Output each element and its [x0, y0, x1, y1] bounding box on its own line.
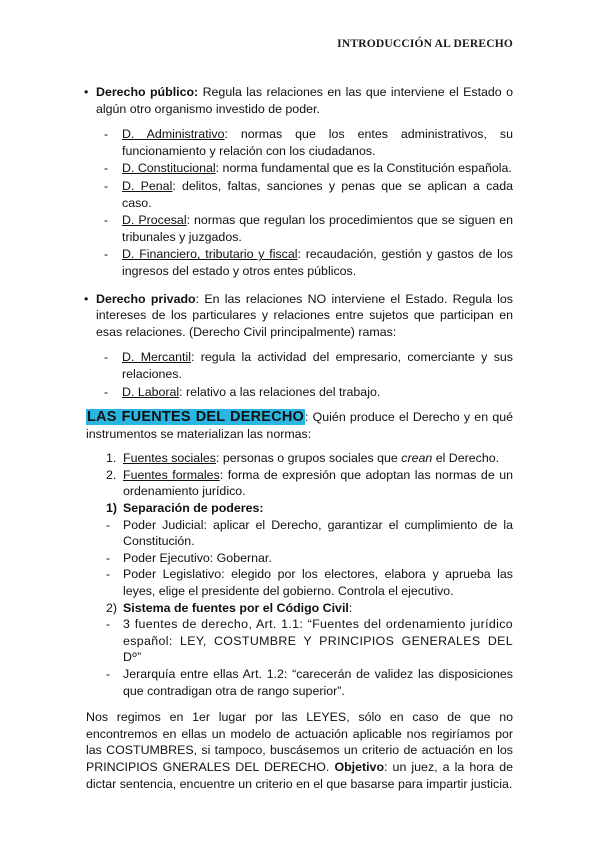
item-number: 2.	[106, 467, 117, 482]
dash-marker: -	[104, 247, 109, 262]
rama-text: : recaudación, gestión y gastos de los ingresos del estado y otros entes públicos.	[122, 247, 514, 278]
list-item	[104, 349, 513, 382]
derecho-publico-ramas	[104, 126, 513, 279]
objetivo-label: Objetivo	[334, 759, 385, 774]
closing-paragraph	[86, 709, 513, 792]
list-item	[106, 517, 513, 550]
fuente-text: : personas o grupos sociales que	[215, 451, 402, 466]
section-title: LAS FUENTES DEL DERECHO	[87, 409, 304, 426]
list-item	[104, 384, 513, 401]
dash-marker: -	[106, 550, 111, 565]
rama-text: : relativo a las relaciones del trabajo.	[179, 384, 381, 399]
dash-marker: -	[106, 517, 111, 532]
fuente-term: Fuentes sociales	[123, 451, 216, 466]
rama-term: D. Constitucional	[122, 161, 216, 176]
bullet-icon: •	[84, 85, 89, 99]
dash-marker: -	[104, 161, 109, 176]
list-item	[104, 212, 513, 245]
sistema-label: Sistema de fuentes por el Código Civil	[123, 600, 349, 615]
closing-text: Nos regimos en 1er lugar por las LEYES, sólo en caso de que no encontremos en ellas un modelo de actuación aplicable nos regiríamos por las COSTUMBRES, si tampoco, buscásemos un criterio de actuación en los PRINCIPIOS GNERALES DEL DERECHO.	[86, 710, 513, 774]
rama-text: : normas que regulan los procedimientos que se siguen en tribunales y juzgados.	[122, 213, 513, 244]
list-item	[104, 126, 513, 159]
list-item	[106, 616, 513, 666]
item-number: 1.	[106, 451, 117, 466]
sistema-text: 3 fuentes de derecho, Art. 1.1: “Fuentes del ordenamiento jurídico español: LEY, COSTUMBRE Y PRINCIPIOS GENERALES DEL Dº”	[123, 617, 513, 665]
fuente-text: : forma de expresión que adoptan las normas de un ordenamiento jurídico.	[123, 467, 513, 499]
rama-term: D. Penal	[122, 178, 173, 193]
list-item	[106, 550, 513, 567]
dash-marker: -	[106, 567, 111, 582]
rama-term: D. Procesal	[122, 213, 187, 228]
derecho-privado-label: Derecho privado	[96, 291, 196, 306]
document-body	[86, 84, 513, 792]
fuente-text-after: el Derecho.	[432, 451, 500, 466]
list-item	[104, 178, 513, 211]
dash-marker: -	[104, 178, 109, 193]
dash-marker: -	[104, 127, 109, 142]
list-item	[104, 160, 513, 177]
objetivo-text: : un juez, a la hora de dictar sentencia, encuentre un criterio en el que basarse para impartir justicia.	[86, 759, 514, 791]
bullet-derecho-publico	[86, 84, 513, 117]
rama-term: D. Administrativo	[122, 127, 225, 142]
derecho-privado-ramas	[104, 349, 513, 400]
rama-text: : regula la actividad del empresario, comerciante y sus relaciones.	[122, 350, 513, 381]
rama-text: : delitos, faltas, sanciones y penas que se aplican a cada caso.	[122, 178, 514, 210]
derecho-publico-text: Regula las relaciones en las que interviene el Estado o algún otro organismo investido de poder.	[96, 85, 513, 116]
separacion-heading	[106, 500, 513, 517]
poder-text: Poder Ejecutivo: Gobernar.	[123, 550, 272, 565]
dash-marker: -	[104, 350, 109, 365]
list-item	[106, 467, 513, 500]
bullet-icon: •	[84, 291, 89, 306]
derecho-privado-text: : En las relaciones NO interviene el Estado. Regula los intereses de los particulares y relaciones entre sujetos que participan en esas relaciones. (Derecho Civil principalmente) ramas:	[96, 291, 513, 339]
fuentes-intro-text: : Quién produce el Derecho y en qué instrumentos se materializan las normas:	[86, 410, 513, 441]
sistema-colon: :	[348, 600, 353, 615]
page-header: INTRODUCCIÓN AL DERECHO	[337, 38, 513, 50]
list-item	[106, 566, 513, 599]
fuente-emphasis: crean	[401, 451, 433, 466]
list-item	[106, 450, 513, 467]
fuentes-intro	[86, 409, 513, 442]
rama-text: : norma fundamental que es la Constitución española.	[215, 161, 512, 176]
separacion-label: Separación de poderes:	[123, 501, 264, 516]
list-item	[106, 666, 513, 699]
bullet-derecho-privado	[86, 291, 513, 341]
poder-text: Poder Judicial: aplicar el Derecho, garantizar el cumplimiento de la Constitución.	[123, 517, 513, 549]
dash-marker: -	[104, 213, 109, 228]
rama-term: D. Laboral	[122, 384, 180, 399]
rama-term: D. Mercantil	[122, 350, 191, 365]
derecho-publico-label: Derecho público:	[96, 85, 199, 99]
rama-text: : normas que los entes administrativos, su funcionamiento y relación con los ciudadanos.	[122, 127, 513, 158]
poder-text: Poder Legislativo: elegido por los electores, elabora y aprueba las leyes, elige el presidente del gobierno. Controla el ejecutivo.	[123, 567, 513, 599]
sistema-text: Jerarquía entre ellas Art. 1.2: “carecerán de validez las disposiciones que contradigan otra de rango superior”.	[123, 667, 513, 698]
list-item	[104, 246, 513, 279]
dash-marker: -	[106, 667, 111, 681]
fuente-term: Fuentes formales	[123, 467, 220, 482]
item-number: 2)	[106, 600, 118, 615]
rama-term: D. Financiero, tributario y fiscal	[122, 247, 298, 262]
fuentes-list	[106, 450, 513, 699]
sistema-heading	[106, 600, 513, 617]
item-number: 1)	[106, 501, 118, 516]
dash-marker: -	[106, 617, 111, 632]
dash-marker: -	[104, 384, 109, 399]
